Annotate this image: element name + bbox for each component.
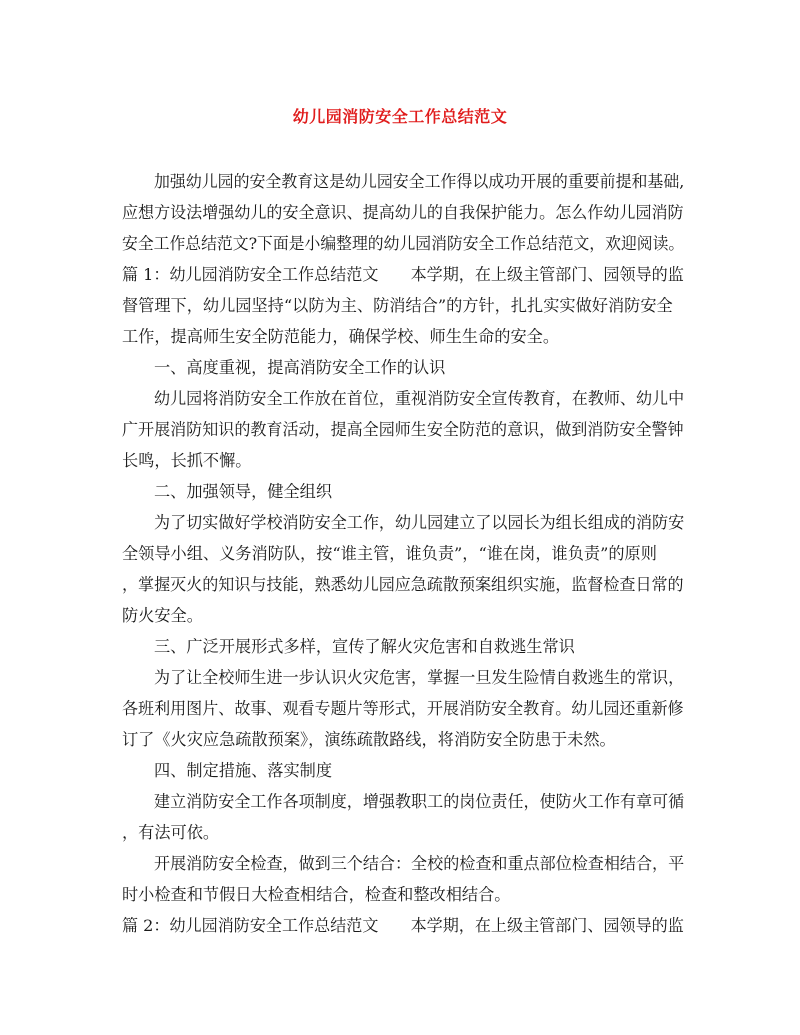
paragraph-line: 防火安全。 bbox=[122, 606, 203, 625]
paragraph-line: 工作，提高师生安全防范能力，确保学校、师生生命的安全。 bbox=[122, 327, 560, 346]
paragraph-line: 订了《火灾应急疏散预案》，演练疏散路线，将消防安全防患于未然。 bbox=[122, 730, 616, 749]
paragraph-line: 篇 2：幼儿园消防安全工作总结范文 本学期，在上级主管部门、园领导的监 bbox=[122, 916, 684, 935]
paragraph-line: 全领导小组、义务消防队，按“谁主管，谁负责”，“谁在岗，谁负责”的原则 bbox=[122, 544, 657, 563]
paragraph-line: 广开展消防知识的教育活动，提高全园师生安全防范的意识，做到消防安全警钟 bbox=[122, 420, 684, 439]
paragraph-line: 长鸣，长抓不懈。 bbox=[122, 451, 252, 470]
paragraph-line: 安全工作总结范文?下面是小编整理的幼儿园消防安全工作总结范文，欢迎阅读。 bbox=[122, 234, 685, 253]
paragraph-line: 应想方设法增强幼儿的安全意识、提高幼儿的自我保护能力。怎么作幼儿园消防 bbox=[122, 203, 684, 222]
paragraph-line: 幼儿园将消防安全工作放在首位，重视消防安全宣传教育，在教师、幼儿中 bbox=[154, 389, 685, 408]
section-heading: 四、制定措施、落实制度 bbox=[154, 761, 333, 780]
paragraph-line: 加强幼儿园的安全教育这是幼儿园安全工作得以成功开展的重要前提和基础, bbox=[154, 172, 685, 191]
paragraph-line: 督管理下，幼儿园坚持“以防为主、防消结合”的方针，扎扎实实做好消防安全 bbox=[122, 296, 673, 315]
paragraph-line: ，有法可依。 bbox=[122, 823, 220, 842]
paragraph-line: 建立消防安全工作各项制度，增强教职工的岗位责任，使防火工作有章可循 bbox=[154, 792, 685, 811]
paragraph-line: 为了切实做好学校消防安全工作，幼儿园建立了以园长为组长组成的消防安 bbox=[154, 513, 685, 532]
paragraph-line: 篇 1：幼儿园消防安全工作总结范文 本学期，在上级主管部门、园领导的监 bbox=[122, 265, 684, 284]
document-title: 幼儿园消防安全工作总结范文 bbox=[292, 107, 508, 126]
section-heading: 一、高度重视，提高消防安全工作的认识 bbox=[154, 358, 446, 377]
section-heading: 三、广泛开展形式多样，宣传了解火灾危害和自救逃生常识 bbox=[154, 637, 575, 656]
paragraph-line: 开展消防安全检查，做到三个结合：全校的检查和重点部位检查相结合，平 bbox=[154, 854, 685, 873]
paragraph-line: 时小检查和节假日大检查相结合，检查和整改相结合。 bbox=[122, 885, 511, 904]
section-heading: 二、加强领导，健全组织 bbox=[154, 482, 333, 501]
paragraph-line: ，掌握灭火的知识与技能，熟悉幼儿园应急疏散预案组织实施，监督检查日常的 bbox=[122, 575, 684, 594]
paragraph-line: 为了让全校师生进一步认识火灾危害，掌握一旦发生险情自救逃生的常识， bbox=[154, 668, 685, 687]
paragraph-line: 各班利用图片、故事、观看专题片等形式，开展消防安全教育。幼儿园还重新修 bbox=[122, 699, 684, 718]
